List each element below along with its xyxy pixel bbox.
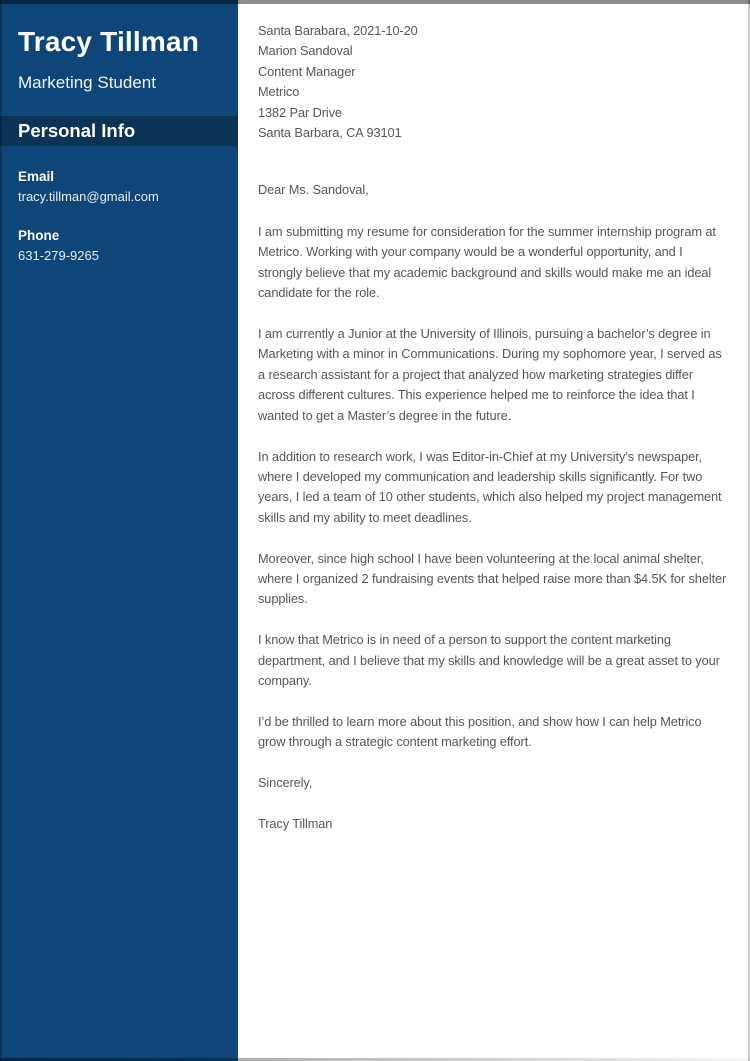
- letter-paragraph-intro: I am submitting my resume for consideration for the summer internship program at Metrico. Working with your company would be a wonderful opportunity, and I strongly believe that my academic background and skills would make me an ideal candidate for the role.: [258, 223, 716, 301]
- recipient-title: Content Manager: [258, 63, 356, 79]
- letter-date-location: Santa Barabara, 2021-10-20: [258, 23, 418, 38]
- page-edge-left: [0, 0, 2, 1061]
- email-value: tracy.tillman@gmail.com: [18, 189, 159, 205]
- letter-paragraph-editor: In addition to research work, I was Editor-in-Chief at my University’s newspaper, where I developed my communication and leadership skills significantly. For two years, I led a team of 10 other students, which also helped my project management skills and my ability to meet deadlines.: [258, 448, 722, 525]
- email-label: Email: [18, 169, 55, 185]
- letter-header-block: [258, 21, 728, 143]
- letter-paragraph-fit: I know that Metrico is in need of a person to support the content marketing department, and I believe that my skills and knowledge will be a great asset to your company.: [258, 632, 720, 689]
- salutation: Dear Ms. Sandoval,: [258, 182, 369, 198]
- letter-paragraph-volunteering: Moreover, since high school I have been volunteering at the local animal shelter, where I organized 2 fundraising events that helped raise more than $4.5K for shelter supplies.: [258, 550, 727, 607]
- contact-group: [0, 169, 238, 263]
- sidebar: [0, 0, 238, 1061]
- letter-paragraph-education: I am currently a Junior at the University of Illinois, pursuing a bachelor’s degree in Marketing with a minor in Communications. During my sophomore year, I served as a research assistant for a project that analyzed how marketing strategies differ across different cultures. This experience helped me to reinforce the idea that I wanted to get a Master’s degree in the future.: [258, 325, 722, 423]
- personal-info-heading: Personal Info: [0, 116, 238, 146]
- signature: Tracy Tillman: [258, 816, 333, 832]
- phone-label: Phone: [18, 228, 60, 244]
- closing: Sincerely,: [258, 775, 313, 791]
- phone-value: 631-279-9265: [18, 248, 99, 264]
- recipient-street: 1382 Par Drive: [258, 104, 342, 120]
- page-edge-top: [0, 0, 750, 4]
- candidate-name: Tracy Tillman: [18, 26, 200, 57]
- recipient-company: Metrico: [258, 84, 300, 100]
- letter-paragraph-callto: I’d be thrilled to learn more about this position, and show how I can help Metrico grow through a strategic content marketing effort.: [258, 714, 702, 750]
- candidate-job-title: Marketing Student: [18, 73, 156, 93]
- recipient-city: Santa Barbara, CA 93101: [258, 125, 402, 141]
- recipient-name: Marion Sandoval: [258, 43, 353, 59]
- letter-body: [258, 21, 728, 835]
